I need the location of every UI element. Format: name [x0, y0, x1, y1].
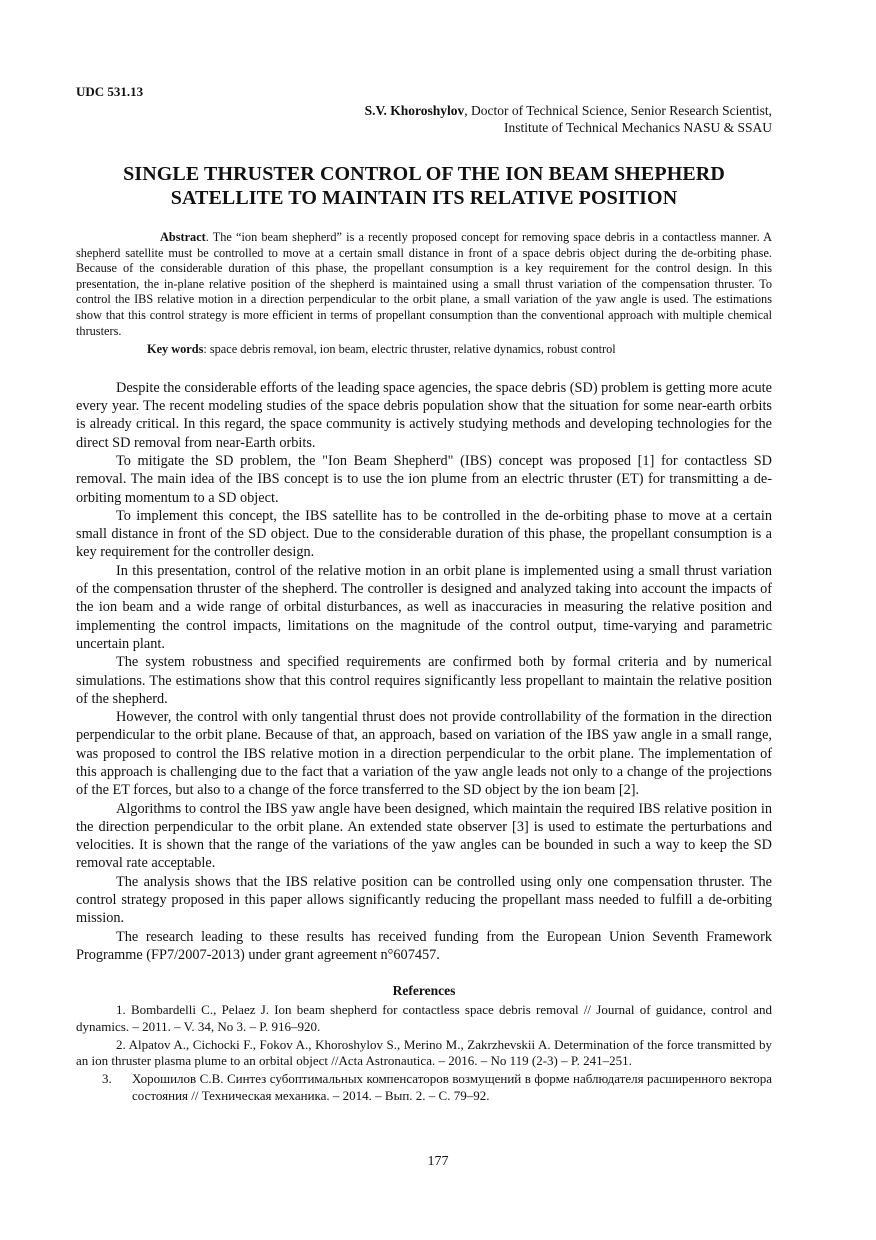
- paragraph: To mitigate the SD problem, the "Ion Beam Shepherd" (IBS) concept was proposed [1] for contactless SD removal. The main idea of the IBS concept is to use the ion plume from an electric thruster (ET) for transmitting a de-orbiting momentum to a SD object.: [76, 452, 772, 506]
- author-name: S.V. Khoroshylov: [364, 103, 465, 118]
- keywords-label: Key words: [147, 342, 204, 357]
- author-block: [76, 102, 772, 136]
- keywords-text: : space debris removal, ion beam, electric thruster, relative dynamics, robust control: [203, 342, 616, 357]
- reference-item: 1. Bombardelli C., Pelaez J. Ion beam shepherd for contactless space debris removal // Journal of guidance, control and dynamics. – 2011. – V. 34, No 3. – P. 916–920.: [76, 1002, 772, 1034]
- keywords: [76, 342, 772, 358]
- reference-number: 3.: [102, 1071, 112, 1087]
- references-heading: References: [392, 983, 456, 999]
- page-number: 177: [427, 1154, 449, 1169]
- reference-item: [76, 1071, 772, 1104]
- paragraph: However, the control with only tangential thrust does not provide controllability of the formation in the direction perpendicular to the orbit plane. Because of that, an approach, based on variation of the IBS yaw angle in a small range, was proposed to control the IBS relative motion in a direction perpendicular to the orbit plane. The implementation of this approach is challenging due to the fact that a variation of the yaw angle leads not only to a change of the projections of the ET forces, but also to a change of the force transferred to the SD object by the ion beam [2].: [76, 709, 772, 799]
- author-line-1: [76, 102, 772, 119]
- paper-title: [76, 162, 772, 210]
- paragraph: The system robustness and specified requirements are confirmed both by formal criteria and by numerical simulations. The estimations show that this control requires significantly less propellant to maintain the relative position of the shepherd.: [76, 654, 772, 707]
- reference-item: 2. Alpatov A., Cichocki F., Fokov A., Khoroshylov S., Merino M., Zakrzhevskii A. Determination of the force transmitted by an ion thruster plasma plume to an orbital object //Acta Astronautica. – 2016. – No 119 (2-3) – P. 241–251.: [76, 1036, 772, 1069]
- abstract-text: . The “ion beam shepherd” is a recently proposed concept for removing space debris in a contactless manner. A shepherd satellite must be controlled to move at a certain small distance in front of a space debris object during the de-orbiting phase. Because of the considerable duration of this phase, the propellant consumption is a key requirement for the control design. In this presentation, the in-plane relative position of the shepherd is maintained using a small thrust variation of the compensation thruster. To control the IBS relative motion in a direction perpendicular to the orbit plane, a small variation of the yaw angle is used. The estimations show that this control strategy is more efficient in terms of propellant consumption than the conventional approach with multiple chemical thrusters.: [76, 230, 772, 338]
- title-line-1: SINGLE THRUSTER CONTROL OF THE ION BEAM SHEPHERD: [123, 163, 725, 185]
- abstract: [76, 230, 772, 339]
- author-affiliation: Institute of Technical Mechanics NASU & SSAU: [503, 120, 772, 135]
- paragraph: The research leading to these results has received funding from the European Union Seventh Framework Programme (FP7/2007-2013) under grant agreement n°607457.: [76, 928, 772, 963]
- paragraph: Despite the considerable efforts of the leading space agencies, the space debris (SD) problem is getting more acute every year. The recent modeling studies of the space debris population show that the situation for some near-earth orbits is already critical. In this regard, the space community is actively studying methods and developing technologies for the direct SD removal from near-Earth orbits.: [76, 379, 772, 451]
- paragraph: To implement this concept, the IBS satellite has to be controlled in the de-orbiting phase to move at a certain small distance in front of the SD object. Due to the considerable duration of this phase, the propellant consumption is a key requirement for the controller design.: [76, 507, 772, 561]
- reference-text: Хорошилов С.В. Синтез субоптимальных компенсаторов возмущений в форме наблюдателя расширенного вектора состояния // Техническая механика. – 2014. – Вып. 2. – С. 79–92.: [132, 1071, 772, 1103]
- paper-page: [76, 84, 772, 1106]
- abstract-label: Abstract: [160, 230, 206, 244]
- author-degree: , Doctor of Technical Science, Senior Research Scientist,: [464, 103, 772, 118]
- udc-code: UDC 531.13: [76, 84, 144, 99]
- paragraph: In this presentation, control of the relative motion in an orbit plane is implemented using a small thrust variation of the compensation thruster of the shepherd. The controller is designed and analyzed taking into account the impacts of the ion beam and a wide range of orbital disturbances, as well as inaccuracies in measuring the relative position and implementing the control impacts, limitations on the magnitude of the control output, time-varying and parametric uncertain plant.: [76, 562, 772, 652]
- paragraph: The analysis shows that the IBS relative position can be controlled using only one compensation thruster. The control strategy proposed in this paper allows significantly reducing the propellant mass needed to fulfill a de-orbiting mission.: [76, 873, 772, 927]
- body-text: [76, 379, 772, 965]
- title-line-2: SATELLITE TO MAINTAIN ITS RELATIVE POSITION: [170, 187, 678, 209]
- paragraph: Algorithms to control the IBS yaw angle have been designed, which maintain the required IBS relative position in the direction perpendicular to the orbit plane. An extended state observer [3] is used to estimate the perturbations and velocities. It is shown that the range of the variations of the yaw angles can be bounded in such a way to keep the SD removal rate acceptable.: [76, 800, 772, 872]
